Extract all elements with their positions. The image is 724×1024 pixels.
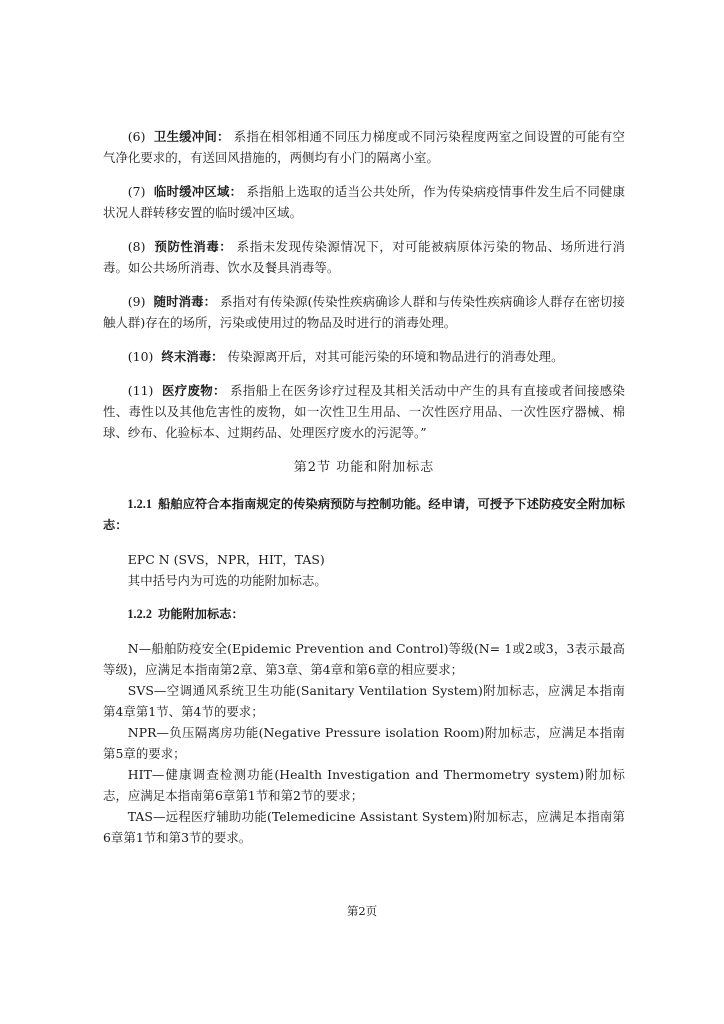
definition-number: (11): [127, 383, 154, 398]
definition-item: [103, 380, 625, 443]
definition-text: 系指船上选取的适当公共处所，作为传染病疫情事件发生后不同健康状况人群转移安置的临时缓冲区域。: [103, 184, 626, 220]
definition-term: 预防性消毒：: [154, 239, 233, 254]
clause-1-2-1: [103, 494, 625, 536]
definition-term: 卫生缓冲间：: [153, 129, 230, 144]
clause-text: 船舶应符合本指南规定的传染病预防与控制功能。经申请，可授予下述防疫安全附加标志：: [103, 497, 625, 532]
definition-term: 临时缓冲区域：: [153, 184, 243, 199]
clause-number: 1.2.1: [127, 497, 153, 511]
definition-item: [103, 236, 625, 278]
definition-text: 系指船上在医务诊疗过程及其相关活动中产生的具有直接或者间接感染性、毒性以及其他危害性的废物，如一次性卫生用品、一次性医疗用品、一次性医疗器械、棉球、纱布、化验标本、过期药品、处理医疗废水的污泥等。”: [103, 383, 625, 440]
definition-number: (7): [127, 184, 146, 199]
definition-number: (10): [127, 349, 154, 364]
notation-item: HIT—健康调查检测功能(Health Investigation and Thermometry system)附加标志，应满足本指南第6章第1节和第2节的要求；: [103, 767, 625, 803]
clause-number: 1.2.2: [127, 607, 153, 621]
definition-text: 传染源离开后，对其可能污染的环境和物品进行的消毒处理。: [227, 349, 564, 364]
definition-number: (8): [127, 239, 146, 254]
clause-text: 功能附加标志：: [158, 607, 244, 621]
definition-text: 系指未发现传染源情况下，对可能被病原体污染的物品、场所进行消毒。如公共场所消毒、饮水及餐具消毒等。: [103, 239, 625, 275]
definition-item: [103, 181, 625, 223]
notation-item: N—船舶防疫安全(Epidemic Prevention and Control)等级(N= 1或2或3，3表示最高等级)，应满足本指南第2章、第3章、第4章和第6章的相应要求；: [103, 641, 625, 677]
definition-text: 系指在相邻相通不同压力梯度或不同污染程度两室之间设置的可能有空气净化要求的，有送回风措施的，两侧均有小门的隔离小室。: [103, 129, 625, 165]
definition-item: [103, 126, 625, 168]
definition-term: 医疗废物：: [162, 383, 226, 398]
definition-term: 随时消毒：: [153, 294, 217, 309]
document-body: [103, 126, 625, 848]
notation-item: TAS—远程医疗辅助功能(Telemedicine Assistant System)附加标志，应满足本指南第6章第1节和第3节的要求。: [103, 809, 625, 845]
definition-item: [103, 346, 625, 367]
notation-item: NPR—负压隔离房功能(Negative Pressure isolation Room)附加标志，应满足本指南第5章的要求；: [103, 725, 625, 761]
definition-term: 终末消毒：: [161, 349, 224, 364]
notation-line: EPC N (SVS，NPR，HIT，TAS): [127, 552, 325, 567]
definition-text: 系指对有传染源(传染性疾病确诊人群和与传染性疾病确诊人群存在密切接触人群)存在的场所，污染或使用过的物品及时进行的消毒处理。: [103, 294, 625, 330]
clause-1-2-2: [103, 604, 625, 625]
page-number: 第2页: [346, 904, 378, 918]
notation-note: 其中括号内为可选的功能附加标志。: [127, 573, 327, 588]
definition-number: (6): [127, 129, 146, 144]
notation-item: SVS—空调通风系统卫生功能(Sanitary Ventilation System)附加标志，应满足本指南第4章第1节、第4节的要求；: [103, 683, 625, 719]
section-title: 第2节 功能和附加标志: [293, 460, 435, 475]
definition-item: [103, 291, 625, 333]
definition-number: (9): [127, 294, 146, 309]
